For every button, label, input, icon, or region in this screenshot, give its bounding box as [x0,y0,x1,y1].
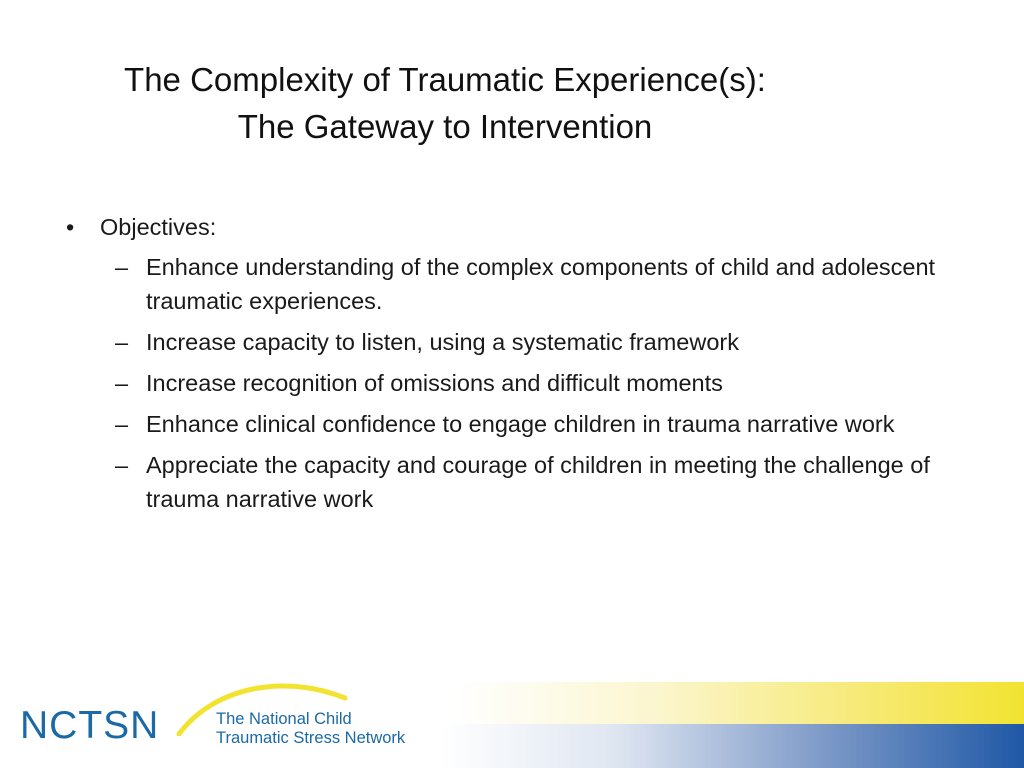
dash-icon: – [115,329,129,355]
slide-body [66,210,966,523]
objective-item [115,448,966,516]
objectives-label: Objectives: [100,214,217,240]
dash-icon: – [115,370,129,396]
slide-title [0,56,890,150]
objectives-list [115,250,966,516]
footer-yellow-band [455,682,1024,724]
dash-icon: – [115,254,129,280]
objective-item [115,325,966,359]
slide-title-line-2: The Gateway to Intervention [237,108,653,145]
logo-name-line-1: The National Child [216,710,352,728]
objective-item [115,407,966,441]
objective-text: Enhance clinical confidence to engage children in trauma narrative work [146,411,895,437]
objective-text: Appreciate the capacity and courage of children in meeting the challenge of trauma narrative work [146,452,930,512]
objectives-bullet [66,210,966,244]
logo-acronym: NCTSN [20,704,160,747]
dash-icon: – [115,411,129,437]
objective-text: Increase capacity to listen, using a systematic framework [146,329,739,355]
logo-org-name [216,710,405,748]
bullet-icon: • [66,214,75,240]
objective-text: Increase recognition of omissions and difficult moments [146,370,723,396]
logo-name-line-2: Traumatic Stress Network [216,729,406,747]
dash-icon: – [115,452,129,478]
footer-blue-band [440,724,1024,768]
objective-text: Enhance understanding of the complex components of child and adolescent traumatic experiences. [146,254,936,314]
slide-title-line-1: The Complexity of Traumatic Experience(s): [124,61,766,98]
objective-item [115,250,966,318]
objective-item [115,366,966,400]
